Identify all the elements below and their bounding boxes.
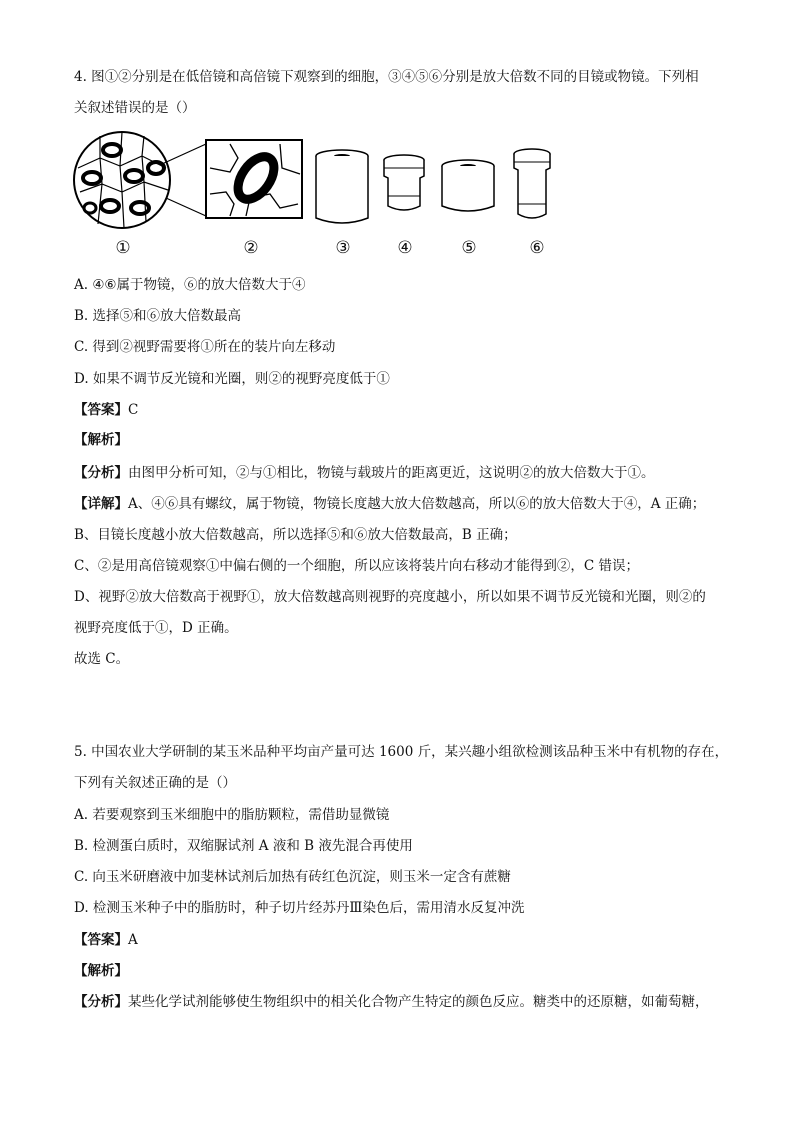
answer-tag: 【答案】 xyxy=(74,402,128,418)
low-power-view xyxy=(74,132,206,228)
q4-detail-d1: D、视野②放大倍数高于视野①，放大倍数越高则视野的亮度越小，所以如果不调节反光镜和光圈，则②的 xyxy=(74,589,706,605)
q4-option-c: C. 得到②视野需要将①所在的装片向左移动 xyxy=(74,339,336,355)
q5-stem-line1: 5. 中国农业大学研制的某玉米品种平均亩产量可达 1600 斤，某兴趣小组欲检测该品种玉米中有机物的存在， xyxy=(74,744,729,760)
eyepiece-3 xyxy=(316,150,368,223)
figure-label-1: ① xyxy=(115,238,131,258)
q4-xiangjie xyxy=(74,495,705,513)
q4-answer xyxy=(74,401,138,419)
microscope-figure-drawing xyxy=(70,128,570,238)
q4-conclusion: 故选 C。 xyxy=(74,651,130,667)
xiangjie-tag: 【详解】 xyxy=(74,496,128,512)
q5-analysis-tag: 【解析】 xyxy=(74,963,128,979)
fenxi-text: 由图甲分析可知，②与①相比，物镜与载玻片的距离更近，这说明②的放大倍数大于①。 xyxy=(128,465,655,481)
objective-4 xyxy=(384,155,424,210)
q4-analysis-tag: 【解析】 xyxy=(74,432,128,448)
answer-value: C xyxy=(128,402,139,418)
q5-stem-line2: 下列有关叙述正确的是（） xyxy=(74,775,236,791)
q4-stem-line1: 4. 图①②分别是在低倍镜和高倍镜下观察到的细胞，③④⑤⑥分别是放大倍数不同的目镜或物镜。下列相 xyxy=(74,69,699,85)
q5-option-a: A. 若要观察到玉米细胞中的脂肪颗粒，需借助显微镜 xyxy=(74,807,390,823)
answer-value: A xyxy=(128,932,138,948)
q5-option-b: B. 检测蛋白质时，双缩脲试剂 A 液和 B 液先混合再使用 xyxy=(74,838,413,854)
fenxi-text: 某些化学试剂能够使生物组织中的相关化合物产生特定的颜色反应。糖类中的还原糖，如葡萄糖， xyxy=(128,994,709,1010)
q5-option-d: D. 检测玉米种子中的脂肪时，种子切片经苏丹Ⅲ染色后，需用清水反复冲洗 xyxy=(74,900,525,916)
high-power-view xyxy=(206,140,302,218)
figure-label-2: ② xyxy=(243,238,259,258)
figure-label-6: ⑥ xyxy=(529,238,545,258)
q4-detail-d2: 视野亮度低于①，D 正确。 xyxy=(74,620,238,636)
figure-label-4: ④ xyxy=(397,238,413,258)
q5-fenxi xyxy=(74,993,709,1011)
q5-answer xyxy=(74,931,138,949)
q4-option-b: B. 选择⑤和⑥放大倍数最高 xyxy=(74,308,242,324)
fenxi-tag: 【分析】 xyxy=(74,465,128,481)
fenxi-tag: 【分析】 xyxy=(74,994,128,1010)
answer-tag: 【答案】 xyxy=(74,932,128,948)
q4-detail-c: C、②是用高倍镜观察①中偏右侧的一个细胞，所以应该将装片向右移动才能得到②，C 错误； xyxy=(74,558,639,574)
q4-option-d: D. 如果不调节反光镜和光圈，则②的视野亮度低于① xyxy=(74,371,390,387)
eyepiece-5 xyxy=(442,160,494,211)
figure-label-5: ⑤ xyxy=(461,238,477,258)
q4-fenxi xyxy=(74,464,655,482)
q4-option-a: A. ④⑥属于物镜，⑥的放大倍数大于④ xyxy=(74,277,306,293)
microscope-figure xyxy=(70,128,570,264)
q5-option-c: C. 向玉米研磨液中加斐林试剂后加热有砖红色沉淀，则玉米一定含有蔗糖 xyxy=(74,869,511,885)
q4-stem-line2: 关叙述错误的是（） xyxy=(74,100,196,116)
figure-label-3: ③ xyxy=(335,238,351,258)
objective-6 xyxy=(514,149,550,218)
q4-detail-b: B、目镜长度越小放大倍数越高，所以选择⑤和⑥放大倍数最高，B 正确； xyxy=(74,527,517,543)
xiangjie-text: A、④⑥具有螺纹，属于物镜，物镜长度越大放大倍数越高，所以⑥的放大倍数大于④，A 正确； xyxy=(128,496,706,512)
